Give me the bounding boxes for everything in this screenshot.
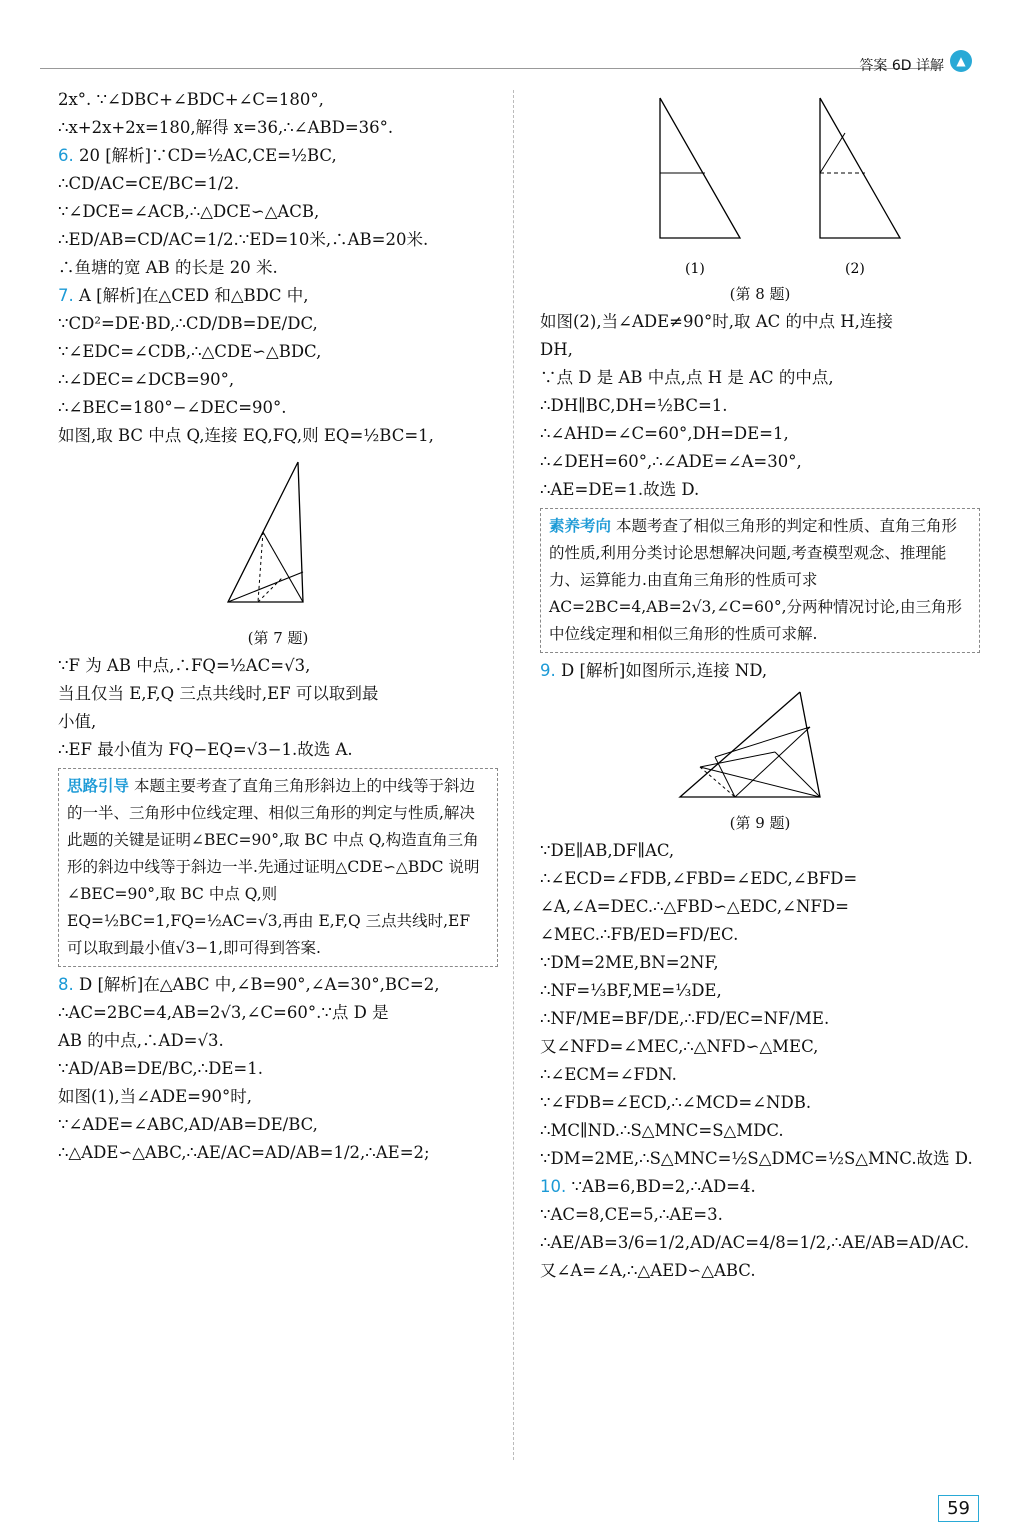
box-label: 思路引导 — [67, 777, 130, 795]
text-line: 如图(1),当∠ADE=90°时, — [58, 1087, 252, 1106]
text-line: 又∠NFD=∠MEC,∴△NFD∽△MEC, — [540, 1037, 819, 1056]
box-paragraph — [67, 773, 489, 962]
text-line: ∴NF=⅓BF,ME=⅓DE, — [540, 981, 722, 1000]
question-head: D [解析]如图所示,连接 ND, — [561, 661, 768, 680]
question-8 — [58, 971, 498, 999]
text-line: ∵DM=2ME,BN=2NF, — [540, 953, 719, 972]
text-line: 又∠A=∠A,∴△AED∽△ABC. — [540, 1261, 756, 1280]
question-number: 8. — [58, 975, 74, 994]
text-line: 当且仅当 E,F,Q 三点共线时,EF 可以取到最 — [58, 684, 379, 703]
text-line: ∵∠EDC=∠CDB,∴△CDE∽△BDC, — [58, 342, 322, 361]
question-6 — [58, 142, 498, 170]
figure-caption: (第 7 题) — [247, 629, 309, 647]
text-line: DH, — [540, 340, 573, 359]
text-line: ∵CD²=DE·BD,∴CD/DB=DE/DC, — [58, 314, 318, 333]
figure-label: (2) — [845, 261, 865, 277]
text-line: ∵点 D 是 AB 中点,点 H 是 AC 的中点, — [540, 368, 834, 387]
text-line: ∴鱼塘的宽 AB 的长是 20 米. — [58, 258, 278, 277]
text-line: ∠MEC.∴FB/ED=FD/EC. — [540, 925, 739, 944]
text-line: ∴∠ECD=∠FDB,∠FBD=∠EDC,∠BFD= — [540, 869, 858, 888]
question-7 — [58, 282, 498, 310]
text-line: 小值, — [58, 712, 97, 731]
question-10 — [540, 1173, 980, 1201]
text-line: ∴CD/AC=CE/BC=1/2. — [58, 174, 240, 193]
text-line: ∴MC∥ND.∴S△MNC=S△MDC. — [540, 1121, 784, 1140]
text-line: ∵AC=8,CE=5,∴AE=3. — [540, 1205, 723, 1224]
text-line: ∠A,∠A=DEC.∴△FBD∽△EDC,∠NFD= — [540, 897, 849, 916]
text-line: ∵∠FDB=∠ECD,∴∠MCD=∠NDB. — [540, 1093, 812, 1112]
text-line: ∵DM=2ME,∴S△MNC=½S△DMC=½S△MNC.故选 D. — [540, 1149, 973, 1168]
literacy-direction-box — [540, 508, 980, 653]
question-number: 10. — [540, 1177, 567, 1196]
figure-9 — [660, 687, 860, 807]
text-line: ∴AC=2BC=4,AB=2√3,∠C=60°.∵点 D 是 — [58, 1003, 389, 1022]
thinking-guide-box — [58, 768, 498, 967]
figure-7 — [203, 452, 353, 622]
box-paragraph — [549, 513, 971, 648]
question-number: 6. — [58, 146, 74, 165]
text-line: ∵∠ADE=∠ABC,AD/AB=DE/BC, — [58, 1115, 318, 1134]
figure-caption: (第 9 题) — [729, 814, 791, 832]
header-rule — [40, 68, 940, 69]
figure-label: (1) — [685, 261, 705, 277]
box-text: 本题考查了相似三角形的判定和性质、直角三角形的性质,利用分类讨论思想解决问题,考查模型观念、推理能力、运算能力.由直角三角形的性质可求 AC=2BC=4,AB=2√3,∠C=60°,分两种情况讨论,由三角形中位线定理和相似三角形的性质可求解. — [549, 517, 962, 643]
text-line: ∴∠AHD=∠C=60°,DH=DE=1, — [540, 424, 789, 443]
question-head: ∵AB=6,BD=2,∴AD=4. — [571, 1177, 756, 1196]
left-column — [58, 86, 498, 1167]
text-line: ∴AE/AB=3/6=1/2,AD/AC=4/8=1/2,∴AE/AB=AD/AC. — [540, 1233, 970, 1252]
column-divider — [513, 90, 514, 1460]
right-column — [540, 86, 980, 1285]
text-line: ∴∠BEC=180°−∠DEC=90°. — [58, 398, 287, 417]
header-title: 答案 6D 详解 — [859, 58, 944, 74]
text-line: ∴ED/AB=CD/AC=1/2.∵ED=10米,∴AB=20米. — [58, 230, 429, 249]
question-head: 20 [解析]∵CD=½AC,CE=½BC, — [79, 146, 337, 165]
box-label: 素养考向 — [549, 517, 612, 535]
question-9 — [540, 657, 980, 685]
text-line: ∵DE∥AB,DF∥AC, — [540, 841, 675, 860]
box-text: 本题主要考查了直角三角形斜边上的中线等于斜边的一半、三角形中位线定理、相似三角形的判定与性质,解决此题的关键是证明∠BEC=90°,取 BC 中点 Q,构造直角三角形的斜边中线等于斜边一半.先通过证明△CDE∽△BDC 说明∠BEC=90°,取 BC 中点 Q,则 EQ=½BC=1,FQ=½AC=√3,再由 E,F,Q 三点共线时,EF 可以取到最小值√3−1,即可得到答案. — [67, 777, 480, 957]
text-line: ∵AD/AB=DE/BC,∴DE=1. — [58, 1059, 263, 1078]
text-line: ∴∠DEH=60°,∴∠ADE=∠A=30°, — [540, 452, 802, 471]
figure-8 — [580, 88, 940, 278]
text-line: ∵F 为 AB 中点,∴FQ=½AC=√3, — [58, 656, 311, 675]
text-line: 如图,取 BC 中点 Q,连接 EQ,FQ,则 EQ=½BC=1, — [58, 426, 434, 445]
text-line: ∴NF/ME=BF/DE,∴FD/EC=NF/ME. — [540, 1009, 830, 1028]
text-line: ∵∠DCE=∠ACB,∴△DCE∽△ACB, — [58, 202, 320, 221]
text-line: ∴∠DEC=∠DCB=90°, — [58, 370, 235, 389]
text-line: ∴AE=DE=1.故选 D. — [540, 480, 700, 499]
text-line: ∴∠ECM=∠FDN. — [540, 1065, 677, 1084]
figure-caption: (第 8 题) — [729, 285, 791, 303]
question-number: 9. — [540, 661, 556, 680]
text-line: AB 的中点,∴AD=√3. — [58, 1031, 224, 1050]
text-line: ∴EF 最小值为 FQ−EQ=√3−1.故选 A. — [58, 740, 353, 759]
question-head: D [解析]在△ABC 中,∠B=90°,∠A=30°,BC=2, — [79, 975, 440, 994]
text-line: 2x°. ∵∠DBC+∠BDC+∠C=180°, — [58, 90, 324, 109]
question-head: A [解析]在△CED 和△BDC 中, — [79, 286, 309, 305]
page-number: 59 — [938, 1495, 979, 1522]
text-line: ∴△ADE∽△ABC,∴AE/AC=AD/AB=1/2,∴AE=2; — [58, 1143, 430, 1162]
text-line: ∴x+2x+2x=180,解得 x=36,∴∠ABD=36°. — [58, 118, 394, 137]
text-line: 如图(2),当∠ADE≠90°时,取 AC 的中点 H,连接 — [540, 312, 893, 331]
text-line: ∴DH∥BC,DH=½BC=1. — [540, 396, 728, 415]
question-number: 7. — [58, 286, 74, 305]
graduation-cap-icon: ▲ — [950, 50, 972, 72]
